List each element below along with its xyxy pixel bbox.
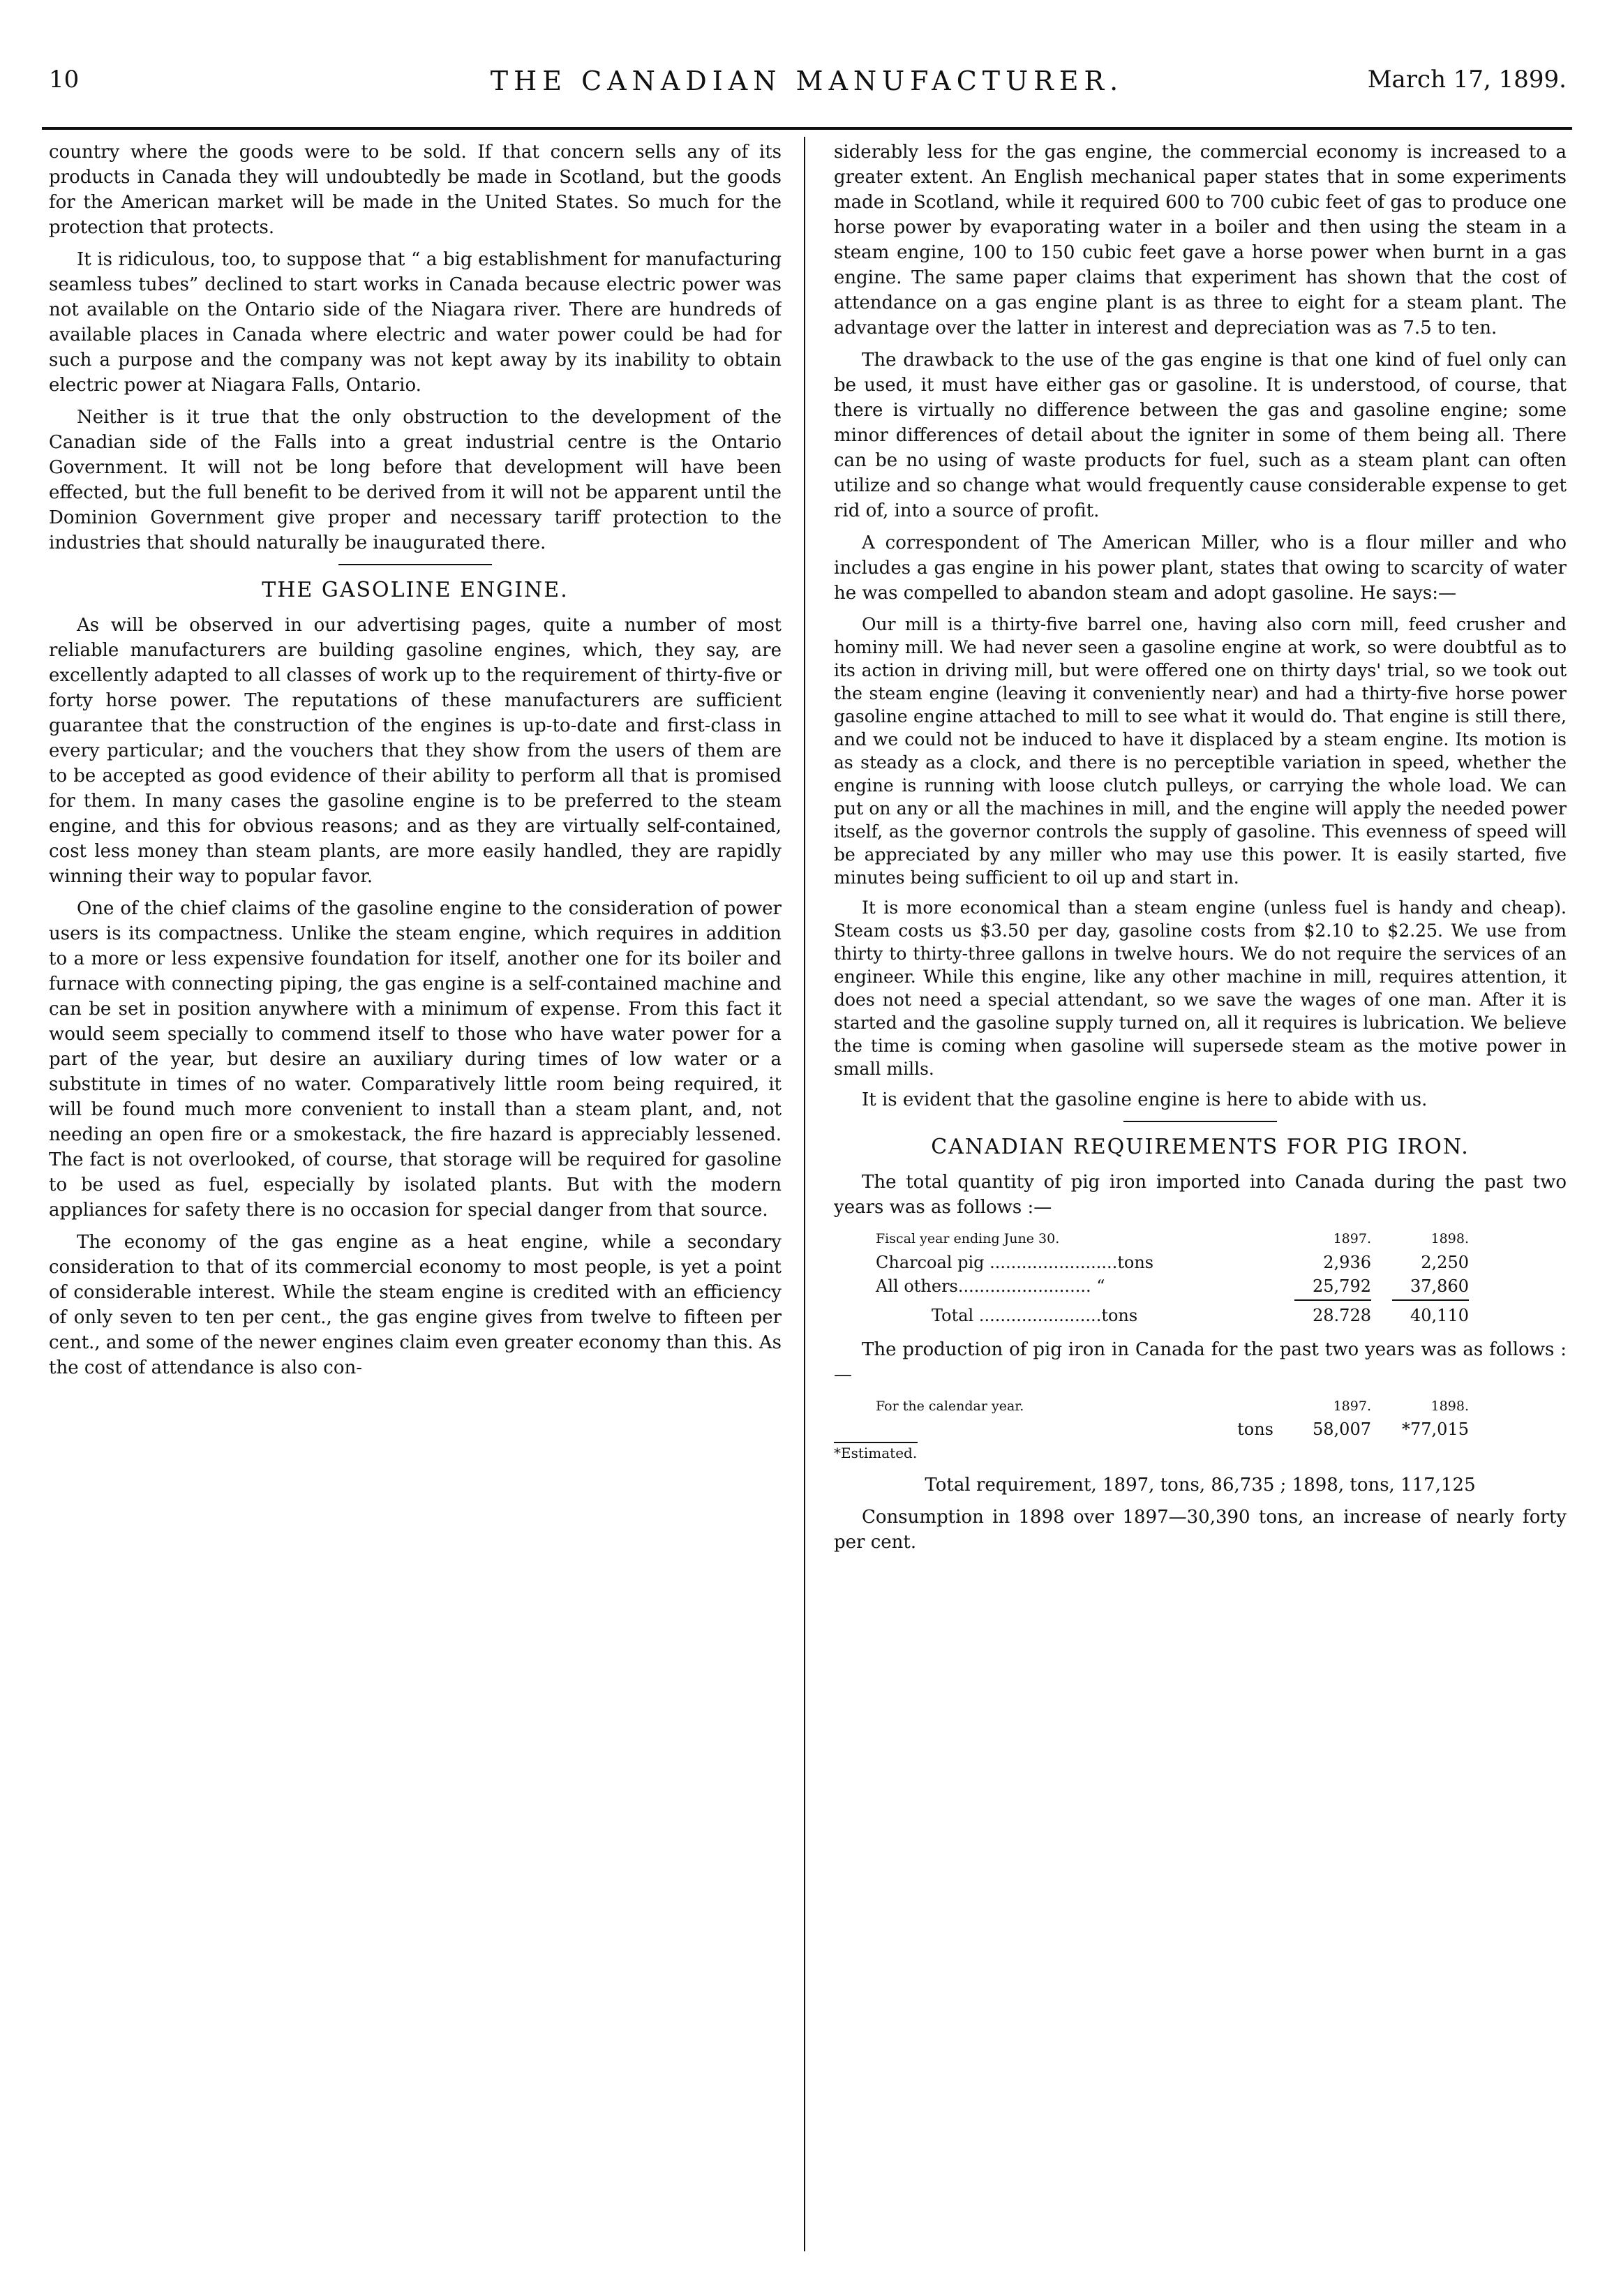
import-header-year2: 1898.: [1430, 1231, 1469, 1246]
article-paragraph: As will be observed in our advertising pages, quite a number of most reliable manufacturers are building gasoline engines, which, they say, are excellently adapted to all classes of work up to the requirement of thirty-five or forty horse power. The reputations of these manufacturers are sufficient guarantee that the construction of the engines is up-to-date and first-class in every particular; and the vouchers that they show from the users of them are to be accepted as good evidence of their ability to perform all that is promised for them. In many cases the gasoline engine is to be preferred to the steam engine, and this for obvious reasons; and as they are virtually self-contained, cost less money than steam plants, are more easily handled, they are rapidly winning their way to popular favor.: [49, 615, 782, 887]
publication-title: THE CANADIAN MANUFACTURER.: [490, 66, 1124, 96]
production-value-1898: *77,015: [1402, 1419, 1469, 1439]
row-label: Charcoal pig ........................tons: [876, 1253, 1154, 1272]
import-table-header: [834, 1227, 1567, 1251]
closing-paragraph: It is evident that the gasoline engine is here to abide with us.: [862, 1089, 1428, 1110]
section-rule: [1123, 1121, 1277, 1122]
left-column: [49, 140, 782, 2275]
page-header: [42, 57, 1572, 113]
table-row: [834, 1418, 1567, 1440]
import-table: [834, 1227, 1567, 1327]
issue-date: March 17, 1899.: [1367, 66, 1567, 94]
column-divider: [804, 137, 805, 2251]
row-value-1898: 37,860: [1410, 1276, 1469, 1296]
total-label: Total .......................tons: [932, 1306, 1138, 1325]
article-paragraph: country where the goods were to be sold. If that concern sells any of its products in Canada they will undoubtedly be made in Scotland, but the goods for the American market will be made in the United States. So much for the protection that protects.: [49, 142, 782, 238]
row-value-1897: 2,936: [1323, 1253, 1371, 1272]
article-paragraph: A correspondent of The American Miller, who is a flour miller and who includes a gas engine in his power plant, states that owing to scarcity of water he was compelled to abandon steam and adopt gasoline. He says:—: [834, 532, 1567, 604]
article-paragraph: It is ridiculous, too, to suppose that “ a big establishment for manufacturing seamless tubes” declined to start works in Canada because electric power was not available on the Ontario side of the Niagara river. There are hundreds of available places in Canada where electric and water power could be had for such a purpose and the company was not kept away by its inability to obtain electric power at Niagara Falls, Ontario.: [49, 249, 782, 396]
total-value-1898: 40,110: [1410, 1306, 1469, 1325]
article-paragraph: Neither is it true that the only obstruction to the development of the Canadian side of the Falls into a great industrial centre is the Ontario Government. It will not be long before that development will have been effected, but the full benefit to be derived from it will not be apparent until the Dominion Government give proper and necessary tariff protection to the industries that should naturally be inaugurated there.: [49, 407, 782, 553]
header-rule: [42, 127, 1572, 130]
production-table: [834, 1394, 1567, 1463]
estimated-footnote: *Estimated.: [834, 1442, 918, 1463]
production-header-label: For the calendar year.: [876, 1399, 1024, 1414]
page-number: 10: [49, 66, 80, 94]
right-column: [834, 140, 1567, 2275]
total-row: [834, 1304, 1567, 1327]
section-title-pig-iron: CANADIAN REQUIREMENTS FOR PIG IRON.: [931, 1135, 1470, 1159]
sum-rule: [834, 1298, 1567, 1304]
row-value-1898: 2,250: [1421, 1253, 1469, 1272]
production-header-year1: 1897.: [1333, 1399, 1371, 1414]
total-requirement: Total requirement, 1897, tons, 86,735 ; 1898, tons, 117,125: [925, 1475, 1476, 1496]
total-value-1897: 28.728: [1313, 1306, 1371, 1325]
production-value-1897: 58,007: [1313, 1419, 1371, 1439]
quoted-paragraph: It is more economical than a steam engine (unless fuel is handy and cheap). Steam costs us $3.50 per day, gasoline costs from $2.10 to $2.25. We use from thirty to thirty-three gallons in twelve hours. We do not require the services of an engineer. While this engine, like any other machine in mill, requires attention, it does not need a special attendant, so we save the wages of one man. After it is started and the gasoline supply turned on, all it requires is lubrication. We believe the time is coming when gasoline will supersede steam as the motive power in small mills.: [834, 897, 1567, 1079]
pig-iron-intro: The total quantity of pig iron imported into Canada during the past two years was as follows :—: [834, 1172, 1567, 1218]
row-label: All others......................... “: [876, 1276, 1105, 1296]
table-row: [834, 1274, 1567, 1298]
article-paragraph: The economy of the gas engine as a heat engine, while a secondary consideration to that of its commercial economy to most people, is yet a point of considerable interest. While the steam engine is credited with an efficiency of only seven to ten per cent., the gas engine gives from twelve to fifteen per cent., and some of the newer engines claim even greater economy than this. As the cost of attendance is also con-: [49, 1232, 782, 1378]
table-row: [834, 1251, 1567, 1274]
article-paragraph: siderably less for the gas engine, the commercial economy is increased to a greater extent. An English mechanical paper states that in some experiments made in Scotland, while it required 600 to 700 cubic feet of gas to produce one horse power by evaporating water in a boiler and then using the steam in a steam engine, 100 to 150 cubic feet gave a horse power when burnt in a gas engine. The same paper claims that experiment has shown that the cost of attendance on a gas engine plant is as three to eight for a steam plant. The advantage over the latter in interest and depreciation was as 7.5 to ten.: [834, 142, 1567, 338]
quoted-paragraph: Our mill is a thirty-five barrel one, having also corn mill, feed crusher and hominy mill. We had never seen a gasoline engine at work, so were doubtful as to its action in driving mill, but were offered one on thirty days' trial, so we took out the steam engine (leaving it conveniently near) and had a thirty-five horse power gasoline engine attached to mill to see what it would do. That engine is still there, and we could not be induced to have it displaced by a steam engine. Its motion is as steady as a clock, and there is no perceptible variation in speed, whether the engine is running with loose clutch pulleys, or carrying the whole load. We can put on any or all the machines in mill, and the engine will apply the needed power itself, as the governor controls the supply of gasoline. This evenness of speed will be appreciated by any miller who may use this power. It is easily started, five minutes being sufficient to oil up and start in.: [834, 614, 1567, 888]
consumption-note: Consumption in 1898 over 1897—30,390 tons, an increase of nearly forty per cent.: [834, 1507, 1567, 1553]
production-header-year2: 1898.: [1430, 1399, 1469, 1414]
row-value-1897: 25,792: [1313, 1276, 1371, 1296]
import-header-year1: 1897.: [1333, 1231, 1371, 1246]
production-row-label: tons: [1237, 1419, 1273, 1439]
import-header-label: Fiscal year ending June 30.: [876, 1231, 1060, 1246]
production-intro: The production of pig iron in Canada for the past two years was as follows :—: [834, 1339, 1567, 1385]
article-paragraph: One of the chief claims of the gasoline engine to the consideration of power users is its compactness. Unlike the steam engine, which requires in addition to a more or less expensive foundation for itself, another one for its boiler and furnace with connecting piping, the gas engine is a self-contained machine and can be set in position anywhere with a minimum of expense. From this fact it would seem specially to commend itself to those who have water power for a part of the year, but desire an auxiliary during times of low water or a substitute in times of no water. Comparatively little room being required, it will be found much more convenient to install than a steam plant, and, not needing an open fire or a smokestack, the fire hazard is appreciably lessened. The fact is not overlooked, of course, that storage will be required for gasoline to be used as fuel, especially by isolated plants. But with the modern appliances for safety there is no occasion for special danger from that source.: [49, 898, 782, 1221]
production-table-header: [834, 1394, 1567, 1418]
section-title-gasoline-engine: THE GASOLINE ENGINE.: [262, 578, 569, 602]
section-rule: [338, 564, 492, 565]
article-paragraph: The drawback to the use of the gas engine is that one kind of fuel only can be used, it must have either gas or gasoline. It is understood, of course, that there is virtually no difference between the gas and gasoline engine; some minor differences of detail about the igniter in some of them being all. There can be no using of waste products for fuel, such as a steam plant can often utilize and so change what would frequently cause considerable expense to get rid of, into a source of profit.: [834, 350, 1567, 521]
